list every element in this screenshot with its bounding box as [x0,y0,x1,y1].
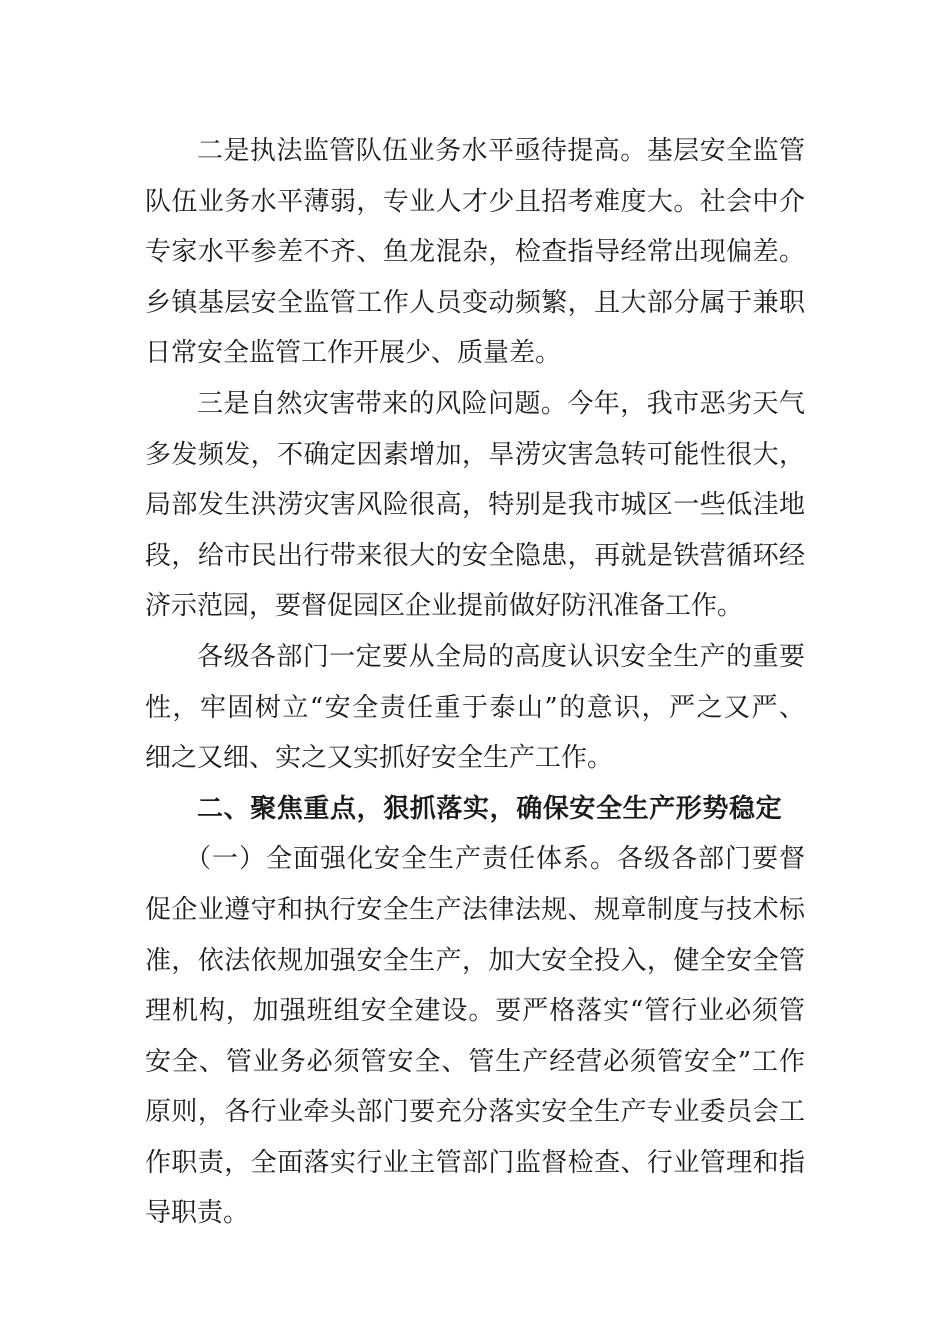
text-line: 各级各部门一定要从全局的高度认识安全生产的重要 [197,641,805,672]
text-line: 济示范园，要督促园区企业提前做好防汛准备工作。 [145,591,744,622]
text-line: 导职责。 [145,1198,250,1229]
paragraph [145,632,805,784]
text-line: 性，牢固树立“安全责任重于泰山”的意识，严之又严、 [145,692,805,723]
text-line: 细之又细、实之又实抓好安全生产工作。 [145,743,614,774]
heading-text: 二、聚焦重点，狠抓落实，确保安全生产形势稳定 [197,793,783,824]
text-line: 段，给市民出行带来很大的安全隐患，再就是铁营循环经 [145,540,805,571]
text-line: 乡镇基层安全监管工作人员变动频繁，且大部分属于兼职 [145,287,805,318]
text-line: 局部发生洪涝灾害风险很高，特别是我市城区一些低洼地 [145,490,805,521]
text-line: 日常安全监管工作开展少、质量差。 [145,338,562,369]
text-line: 专家水平参差不齐、鱼龙混杂，检查指导经常出现偏差。 [145,237,805,268]
paragraph [145,379,805,632]
text-line: （一）全面强化安全生产责任体系。各级各部门要督 [185,844,805,875]
paragraph [145,834,805,1239]
paragraph [145,126,805,379]
text-line: 安全、管业务必须管安全、管生产经营必须管安全”工作 [145,1046,805,1077]
text-line: 多发频发，不确定因素增加，旱涝灾害急转可能性很大， [145,439,805,470]
text-line: 三是自然灾害带来的风险问题。今年，我市恶劣天气 [197,388,805,419]
text-line: 作职责，全面落实行业主管部门监督检查、行业管理和指 [145,1147,805,1178]
text-line: 理机构，加强班组安全建设。要严格落实“管行业必须管 [145,996,805,1027]
document-body [145,126,805,1239]
section-heading [145,784,805,835]
text-line: 促企业遵守和执行安全生产法律法规、规章制度与技术标 [145,894,805,925]
text-line: 队伍业务水平薄弱，专业人才少且招考难度大。社会中介 [145,186,805,217]
text-line: 原则，各行业牵头部门要充分落实安全生产专业委员会工 [145,1097,805,1128]
text-line: 二是执法监管队伍业务水平亟待提高。基层安全监管 [197,136,805,166]
text-line: 准，依法依规加强安全生产，加大安全投入，健全安全管 [145,945,805,976]
